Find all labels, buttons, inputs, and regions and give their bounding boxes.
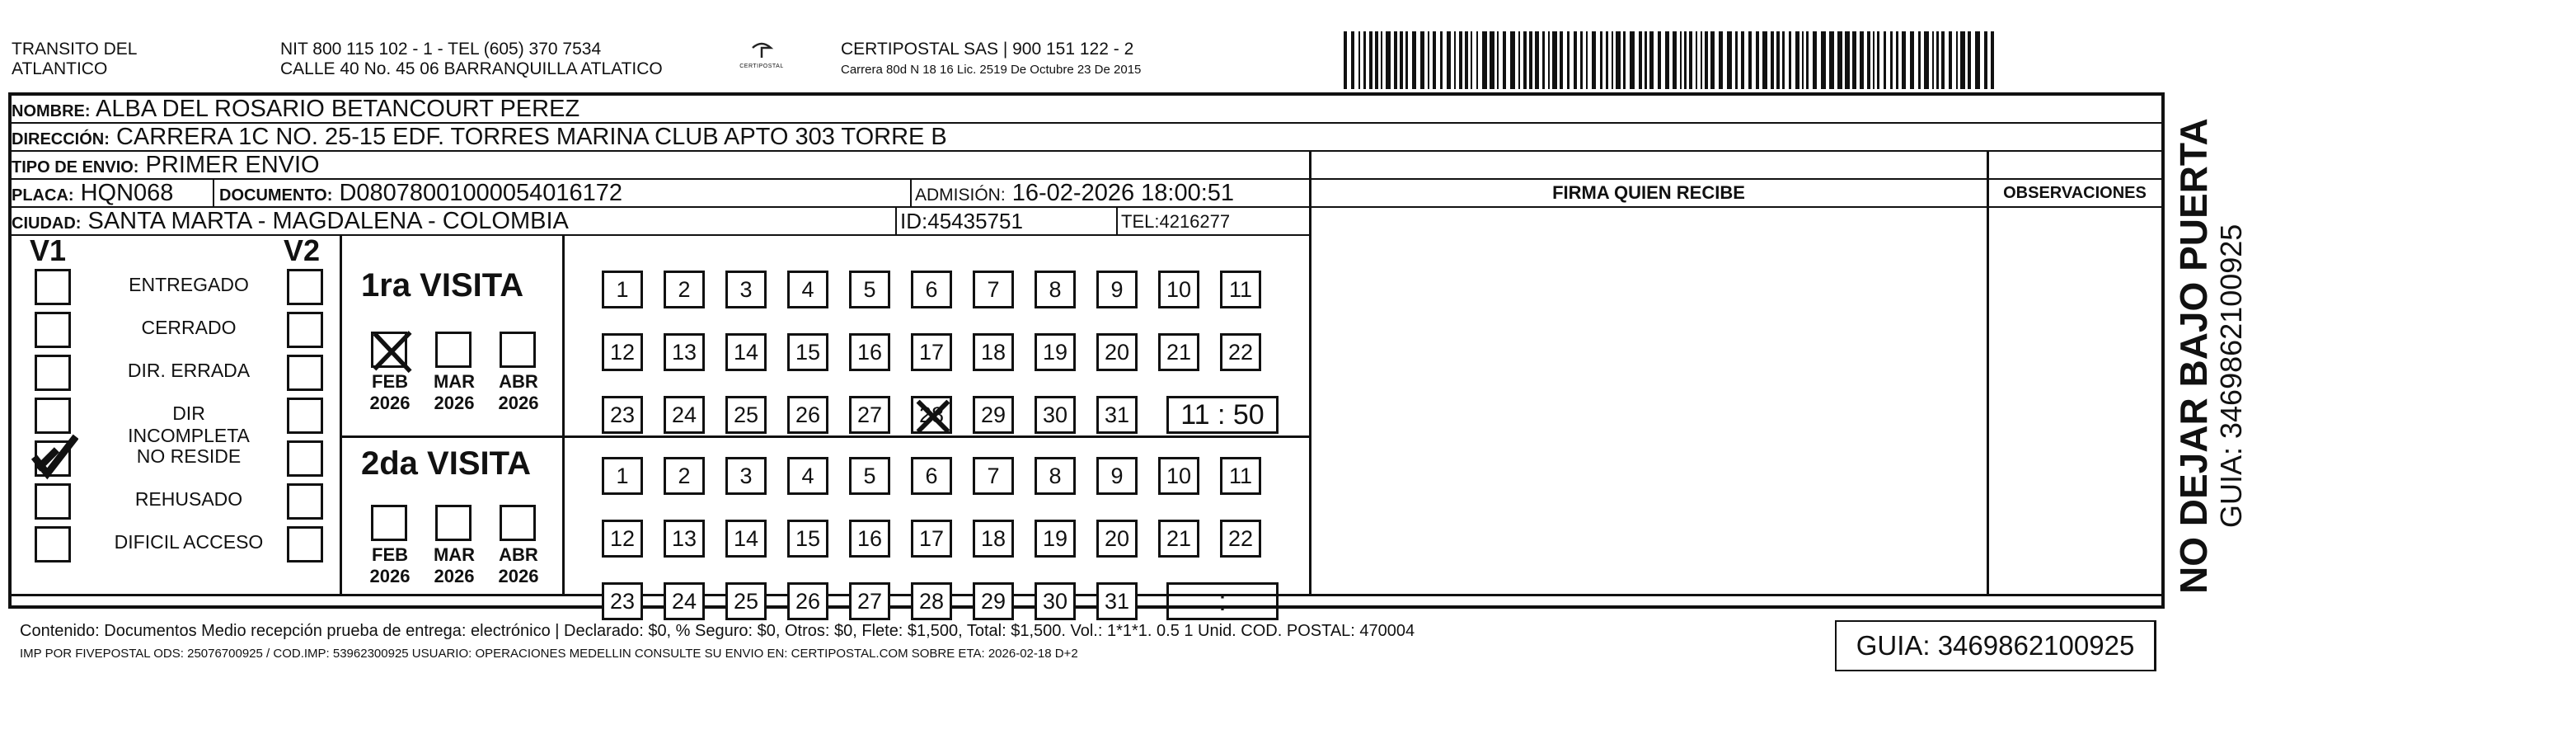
barcode-bar: [1529, 31, 1532, 89]
barcode-bar: [1612, 31, 1613, 89]
day-cell[interactable]: 20: [1096, 333, 1138, 371]
day-cell[interactable]: 8: [1035, 271, 1076, 308]
side-guia: GUIA: 3469862100925: [2214, 224, 2248, 528]
day-cell[interactable]: 31: [1096, 582, 1138, 620]
barcode-bar: [1673, 31, 1677, 89]
tel-number: 4216277: [1159, 211, 1231, 232]
day-cell[interactable]: 11: [1220, 271, 1261, 308]
day-cell[interactable]: 2: [664, 271, 705, 308]
tel-label: TEL:: [1121, 211, 1160, 232]
barcode-bar: [1689, 31, 1692, 89]
side-warning: NO DEJAR BAJO PUERTA: [2172, 118, 2215, 594]
day-cell[interactable]: 24: [664, 582, 705, 620]
day-cell[interactable]: 20: [1096, 520, 1138, 558]
barcode-bar: [1890, 31, 1893, 89]
barcode-bar: [1658, 31, 1661, 89]
courier-line: CERTIPOSTAL SAS | 900 151 122 - 2: [841, 40, 1134, 59]
day-cell[interactable]: 4: [787, 271, 828, 308]
city-row: [12, 208, 1309, 236]
courier-address: Carrera 80d N 18 16 Lic. 2519 De Octubre 23 De 2015: [841, 63, 1142, 77]
barcode-bar: [1696, 31, 1697, 89]
city-label: CIUDAD:: [12, 214, 82, 233]
barcode-bar: [1497, 31, 1499, 89]
month-label: [429, 544, 480, 587]
divider: [12, 594, 2161, 596]
address-row: [12, 124, 2161, 152]
day-cell[interactable]: 3: [725, 271, 767, 308]
barcode-bar: [1960, 31, 1965, 89]
day-cell[interactable]: 6: [911, 457, 952, 495]
barcode-bar: [1459, 31, 1462, 89]
v2-label: V2: [284, 233, 321, 267]
recipient-address: CARRERA 1C NO. 25-15 EDF. TORRES MARINA CLUB APTO 303 TORRE B: [115, 124, 947, 150]
month-year: 2026: [434, 393, 475, 413]
barcode-bar: [1592, 31, 1596, 89]
visit1-title: 1ra VISITA: [361, 267, 524, 304]
barcode-bar: [1523, 31, 1527, 89]
x-mark-icon: [914, 398, 952, 435]
admission-cell: [915, 180, 1234, 208]
barcode-bar: [1606, 31, 1608, 89]
status-label: DIR INCOMPLETA: [128, 402, 250, 446]
barcode-bar: [1552, 31, 1557, 89]
barcode-bar: [1680, 31, 1682, 89]
day-cell[interactable]: 26: [787, 582, 828, 620]
month-name: ABR: [499, 371, 538, 392]
barcode-bar: [1405, 31, 1408, 89]
month-name: MAR: [433, 371, 476, 392]
day-cell[interactable]: 30: [1035, 582, 1076, 620]
month-year: 2026: [498, 566, 539, 586]
day-cell[interactable]: 21: [1158, 520, 1199, 558]
divider: [895, 208, 897, 236]
day-cell[interactable]: 19: [1035, 333, 1076, 371]
admission-date: 16-02-2026 18:00:51: [1011, 180, 1235, 206]
barcode-bar: [1877, 31, 1879, 89]
month-label: [364, 371, 415, 414]
barcode-bar: [1510, 31, 1515, 89]
barcode-bar: [1776, 31, 1780, 89]
month-name: MAR: [433, 544, 476, 565]
day-cell[interactable]: 13: [664, 333, 705, 371]
status-label: REHUSADO: [134, 488, 243, 510]
barcode-bar: [1924, 31, 1929, 89]
day-cell[interactable]: 23: [602, 582, 643, 620]
barcode-bar: [1771, 31, 1774, 89]
divider: [562, 236, 565, 594]
barcode-bar: [1719, 31, 1723, 89]
barcode-bar: [1665, 31, 1669, 89]
barcode-bar: [1645, 31, 1647, 89]
barcode-bar: [1567, 31, 1570, 89]
status-label: DIFICIL ACCESO: [114, 531, 264, 553]
city: SANTA MARTA - MAGDALENA - COLOMBIA: [87, 208, 569, 234]
status-v2-checkbox[interactable]: [287, 312, 323, 348]
day-cell[interactable]: 11: [1220, 457, 1261, 495]
divider: [910, 180, 912, 208]
shipping-type: PRIMER ENVIO: [145, 152, 320, 178]
barcode-bar: [1821, 31, 1826, 89]
barcode-bar: [1701, 31, 1702, 89]
day-cell[interactable]: 14: [725, 333, 767, 371]
barcode-bar: [1344, 31, 1347, 89]
name-row: [12, 96, 2161, 124]
status-v2-checkbox[interactable]: [287, 355, 323, 391]
guia-box: [1835, 620, 2156, 671]
v1-label: V1: [30, 233, 67, 267]
status-label: ENTREGADO: [129, 274, 249, 295]
barcode-bar: [1845, 31, 1850, 89]
x-mark-icon: [370, 329, 415, 374]
day-cell[interactable]: 12: [602, 520, 643, 558]
day-cell[interactable]: [911, 396, 952, 434]
month-name: FEB: [372, 371, 408, 392]
day-cell[interactable]: 9: [1096, 457, 1138, 495]
day-cell[interactable]: 2: [664, 457, 705, 495]
barcode-bar: [1420, 31, 1424, 89]
signature-area[interactable]: [1311, 208, 1987, 594]
day-cell[interactable]: 29: [973, 396, 1014, 434]
barcode-bar: [1503, 31, 1506, 89]
day-cell[interactable]: 15: [787, 520, 828, 558]
status-v2-checkbox[interactable]: [287, 440, 323, 477]
barcode-bar: [1574, 31, 1577, 89]
day-cell[interactable]: 31: [1096, 396, 1138, 434]
barcode-bar: [1623, 31, 1626, 89]
month-name: FEB: [372, 544, 408, 565]
shipping-type-label: TIPO DE ENVIO:: [12, 158, 139, 177]
name-label: NOMBRE:: [12, 102, 91, 120]
day-cell[interactable]: 3: [725, 457, 767, 495]
barcode-bar: [1412, 31, 1416, 89]
id-label: ID:: [900, 209, 928, 233]
status-v1-checkbox[interactable]: [35, 398, 71, 434]
day-cell[interactable]: 5: [849, 271, 890, 308]
month-label: [493, 544, 544, 587]
barcode-bar: [1936, 31, 1939, 89]
divider: [213, 180, 214, 208]
barcode-bar: [1548, 31, 1550, 89]
barcode-bar: [1896, 31, 1898, 89]
barcode-bar: [1975, 31, 1980, 89]
day-cell[interactable]: 17: [911, 520, 952, 558]
barcode-bar: [1482, 31, 1487, 89]
day-cell[interactable]: 21: [1158, 333, 1199, 371]
barcode-bar: [1968, 31, 1971, 89]
month-checkbox-mar[interactable]: [435, 332, 472, 368]
divider: [340, 435, 1309, 438]
barcode-bar: [1684, 31, 1687, 89]
barcode-bar: [1386, 31, 1391, 89]
barcode-bar: [1381, 31, 1382, 89]
day-cell[interactable]: 7: [973, 271, 1014, 308]
day-cell[interactable]: 24: [664, 396, 705, 434]
barcode-bar: [1852, 31, 1856, 89]
status-v1-checkbox[interactable]: [35, 312, 71, 348]
barcode-bar: [1860, 31, 1864, 89]
barcode-bar: [1375, 31, 1378, 89]
barcode-bar: [1984, 31, 1987, 89]
barcode: [1344, 31, 2003, 91]
document-cell: [219, 180, 622, 208]
barcode-bar: [1884, 31, 1886, 89]
status-label: DIR. ERRADA: [127, 360, 251, 381]
day-cell[interactable]: 10: [1158, 271, 1199, 308]
status-label: CERRADO: [141, 317, 237, 338]
barcode-bar: [1465, 31, 1468, 89]
barcode-bar: [1795, 31, 1799, 89]
id-cell: [900, 208, 1023, 236]
recipient-name: ALBA DEL ROSARIO BETANCOURT PEREZ: [96, 96, 580, 122]
courier-logo-text: CERTIPOSTAL: [739, 64, 784, 69]
barcode-bar: [1363, 31, 1366, 89]
time-field[interactable]: :: [1166, 582, 1279, 620]
status-v1-checkbox[interactable]: [35, 355, 71, 391]
footer-imp: IMP POR FIVEPOSTAL ODS: 25076700925 / COD.IMP: 53962300925 USUARIO: OPERACIONES MEDELLIN CONSULTE SU ENVIO EN: CERTIPOSTAL.COM SOBRE ETA: 2026-02-18 D+2: [20, 647, 1078, 661]
plate-label: PLACA:: [12, 186, 74, 205]
month-checkbox-feb[interactable]: [371, 332, 407, 368]
barcode-bar: [1741, 31, 1744, 89]
barcode-bar: [1710, 31, 1715, 89]
divider: [340, 236, 342, 594]
day-cell[interactable]: 5: [849, 457, 890, 495]
day-cell[interactable]: 23: [602, 396, 643, 434]
observations-label: OBSERVACIONES: [2003, 184, 2147, 202]
sender-name-line1: TRANSITO DEL: [12, 40, 138, 59]
barcode-bar: [1433, 31, 1436, 89]
barcode-bar: [1630, 31, 1635, 89]
day-number: 28: [919, 402, 944, 427]
observations-area[interactable]: [1988, 208, 2161, 594]
day-cell[interactable]: 22: [1220, 520, 1261, 558]
tel-cell: [1121, 208, 1230, 236]
shipping-type-row: [12, 152, 2161, 180]
status-v2-checkbox[interactable]: [287, 269, 323, 305]
month-checkbox-abr[interactable]: [500, 505, 536, 541]
month-label: [364, 544, 415, 587]
footer-contents: Contenido: Documentos Medio recepción prueba de entrega: electrónico | Declarado: $0, % Seguro: $0, Otros: $0, Flete: $1,500, Total: $1,500. Vol.: 1*1*1. 0.5 1 Unid. COD. POSTAL: 470004: [20, 622, 1415, 640]
barcode-bar: [1932, 31, 1934, 89]
barcode-bar: [1802, 31, 1804, 89]
barcode-bar: [1400, 31, 1403, 89]
signature-label: FIRMA QUIEN RECIBE: [1552, 182, 1745, 203]
barcode-bar: [1600, 31, 1602, 89]
time-field[interactable]: 11 : 50: [1166, 396, 1279, 434]
barcode-bar: [1756, 31, 1759, 89]
day-cell[interactable]: 15: [787, 333, 828, 371]
document-number: D08078001000054016172: [339, 180, 622, 206]
day-cell[interactable]: 14: [725, 520, 767, 558]
day-cell[interactable]: 26: [787, 396, 828, 434]
barcode-bar: [1813, 31, 1817, 89]
barcode-bar: [1918, 31, 1921, 89]
status-label: NO RESIDE: [136, 445, 242, 467]
divider: [1116, 208, 1118, 236]
day-cell[interactable]: 13: [664, 520, 705, 558]
day-cell[interactable]: 10: [1158, 457, 1199, 495]
barcode-bar: [1867, 31, 1870, 89]
barcode-bar: [1518, 31, 1520, 89]
month-year: 2026: [498, 393, 539, 413]
status-v2-checkbox[interactable]: [287, 526, 323, 562]
day-cell[interactable]: 19: [1035, 520, 1076, 558]
barcode-bar: [1748, 31, 1752, 89]
barcode-bar: [1535, 31, 1539, 89]
status-v1-checkbox[interactable]: [35, 483, 71, 520]
day-cell[interactable]: 27: [849, 582, 890, 620]
sender-address: CALLE 40 No. 45 06 BARRANQUILLA ATLATICO: [280, 59, 663, 78]
day-cell[interactable]: 18: [973, 333, 1014, 371]
day-cell[interactable]: 30: [1035, 396, 1076, 434]
barcode-bar: [1829, 31, 1834, 89]
sender-nit: NIT 800 115 102 - 1 - TEL (605) 370 7534: [280, 40, 602, 59]
barcode-bar: [1476, 31, 1478, 89]
barcode-bar: [1873, 31, 1875, 89]
courier-info: [841, 40, 1141, 77]
barcode-bar: [1727, 31, 1732, 89]
day-cell[interactable]: 16: [849, 520, 890, 558]
barcode-bar: [1428, 31, 1429, 89]
barcode-bar: [1639, 31, 1642, 89]
barcode-bar: [1837, 31, 1842, 89]
status-v1-checkbox[interactable]: [35, 526, 71, 562]
barcode-bar: [1394, 31, 1397, 89]
visit2-title: 2da VISITA: [361, 445, 531, 482]
barcode-bar: [1991, 31, 1994, 89]
address-label: DIRECCIÓN:: [12, 130, 110, 148]
day-cell[interactable]: 27: [849, 396, 890, 434]
barcode-bar: [1762, 31, 1767, 89]
barcode-bar: [1705, 31, 1708, 89]
day-cell[interactable]: 22: [1220, 333, 1261, 371]
day-cell[interactable]: 29: [973, 582, 1014, 620]
month-year: 2026: [369, 566, 411, 586]
courier-logo: [739, 41, 785, 69]
day-cell[interactable]: 7: [973, 457, 1014, 495]
guia-number: GUIA: 3469862100925: [1856, 630, 2135, 661]
month-checkbox-feb[interactable]: [371, 505, 407, 541]
barcode-bar: [1369, 31, 1372, 89]
barcode-bar: [1941, 31, 1945, 89]
barcode-bar: [1902, 31, 1906, 89]
sender-name: [12, 40, 137, 79]
sender-name-line2: ATLANTICO: [12, 59, 108, 78]
plate: HQN068: [80, 180, 174, 206]
courier-logo-icon: [749, 41, 774, 59]
barcode-bar: [1440, 31, 1443, 89]
sender-info: [280, 40, 663, 79]
day-cell[interactable]: 6: [911, 271, 952, 308]
day-cell[interactable]: 8: [1035, 457, 1076, 495]
barcode-bar: [1490, 31, 1494, 89]
month-label: [429, 371, 480, 414]
barcode-bar: [1789, 31, 1791, 89]
month-year: 2026: [369, 393, 411, 413]
status-v2-checkbox[interactable]: [287, 483, 323, 520]
day-cell[interactable]: 1: [602, 271, 643, 308]
month-label: [493, 371, 544, 414]
day-cell[interactable]: 12: [602, 333, 643, 371]
check-mark-icon: [30, 433, 78, 481]
barcode-bar: [1910, 31, 1914, 89]
barcode-bar: [1454, 31, 1456, 89]
month-checkbox-abr[interactable]: [500, 332, 536, 368]
barcode-bar: [1358, 31, 1360, 89]
barcode-bar: [1351, 31, 1354, 89]
day-cell[interactable]: 4: [787, 457, 828, 495]
day-cell[interactable]: 16: [849, 333, 890, 371]
barcode-bar: [1956, 31, 1958, 89]
month-checkbox-mar[interactable]: [435, 505, 472, 541]
month-year: 2026: [434, 566, 475, 586]
barcode-bar: [1806, 31, 1809, 89]
document-label: DOCUMENTO:: [219, 186, 333, 205]
barcode-bar: [1616, 31, 1621, 89]
barcode-bar: [1542, 31, 1545, 89]
barcode-bar: [1949, 31, 1952, 89]
barcode-bar: [1560, 31, 1563, 89]
barcode-bar: [1586, 31, 1588, 89]
day-cell[interactable]: 25: [725, 582, 767, 620]
admission-label: ADMISIÓN:: [915, 186, 1006, 205]
month-name: ABR: [499, 544, 538, 565]
barcode-bar: [1735, 31, 1738, 89]
day-cell[interactable]: 28: [911, 582, 952, 620]
id-number: 45435751: [927, 209, 1023, 233]
day-cell[interactable]: 18: [973, 520, 1014, 558]
day-cell[interactable]: 17: [911, 333, 952, 371]
day-cell[interactable]: 25: [725, 396, 767, 434]
barcode-bar: [1782, 31, 1785, 89]
barcode-bar: [1447, 31, 1451, 89]
status-v2-checkbox[interactable]: [287, 398, 323, 434]
status-v1-checkbox[interactable]: [35, 269, 71, 305]
barcode-bar: [1580, 31, 1583, 89]
day-cell[interactable]: 9: [1096, 271, 1138, 308]
day-cell[interactable]: 1: [602, 457, 643, 495]
barcode-bar: [1649, 31, 1654, 89]
barcode-bar: [1471, 31, 1472, 89]
status-v1-checkbox[interactable]: [35, 440, 71, 477]
